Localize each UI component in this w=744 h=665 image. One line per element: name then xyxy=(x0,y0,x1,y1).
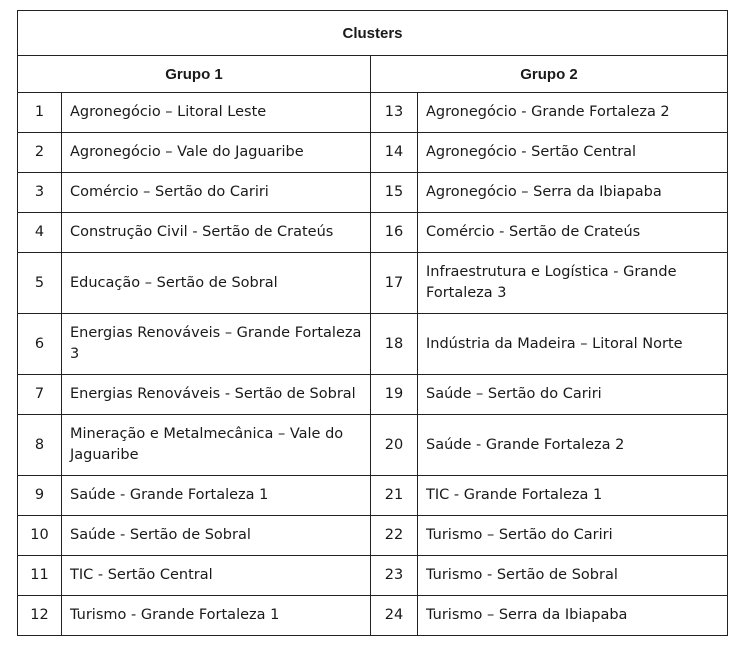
group2-row-number: 14 xyxy=(371,133,418,173)
table-row xyxy=(18,133,728,173)
group1-row-number: 7 xyxy=(18,375,62,415)
group1-row-label: Educação – Sertão de Sobral xyxy=(62,253,371,314)
group1-row-number: 5 xyxy=(18,253,62,314)
group2-row-label: Turismo - Sertão de Sobral xyxy=(418,556,728,596)
group-header-row xyxy=(18,56,728,93)
table-row xyxy=(18,314,728,375)
group2-row-label: Indústria da Madeira – Litoral Norte xyxy=(418,314,728,375)
group1-header: Grupo 1 xyxy=(18,56,371,93)
clusters-table xyxy=(17,10,728,636)
group1-row-label: Comércio – Sertão do Cariri xyxy=(62,173,371,213)
table-row xyxy=(18,93,728,133)
group2-header: Grupo 2 xyxy=(371,56,728,93)
group1-row-label: Turismo - Grande Fortaleza 1 xyxy=(62,596,371,636)
group1-row-label: TIC - Sertão Central xyxy=(62,556,371,596)
group2-row-label: Agronegócio - Sertão Central xyxy=(418,133,728,173)
group1-row-number: 4 xyxy=(18,213,62,253)
group1-row-label: Saúde - Sertão de Sobral xyxy=(62,516,371,556)
group1-row-label: Energias Renováveis - Sertão de Sobral xyxy=(62,375,371,415)
group2-row-label: TIC - Grande Fortaleza 1 xyxy=(418,476,728,516)
group2-row-label: Agronegócio – Serra da Ibiapaba xyxy=(418,173,728,213)
group2-row-label: Infraestrutura e Logística - Grande Fortaleza 3 xyxy=(418,253,728,314)
group1-row-number: 11 xyxy=(18,556,62,596)
group2-row-number: 21 xyxy=(371,476,418,516)
group1-row-label: Agronegócio – Litoral Leste xyxy=(62,93,371,133)
table-row xyxy=(18,476,728,516)
group1-row-number: 2 xyxy=(18,133,62,173)
group1-row-number: 9 xyxy=(18,476,62,516)
table-title: Clusters xyxy=(18,11,728,56)
group2-row-number: 20 xyxy=(371,415,418,476)
table-row xyxy=(18,415,728,476)
group2-row-number: 22 xyxy=(371,516,418,556)
group1-row-number: 3 xyxy=(18,173,62,213)
table-row xyxy=(18,253,728,314)
group2-row-label: Turismo – Sertão do Cariri xyxy=(418,516,728,556)
group1-row-number: 10 xyxy=(18,516,62,556)
title-row xyxy=(18,11,728,56)
group1-row-number: 6 xyxy=(18,314,62,375)
table-row xyxy=(18,516,728,556)
group2-row-label: Saúde – Sertão do Cariri xyxy=(418,375,728,415)
group1-row-label: Saúde - Grande Fortaleza 1 xyxy=(62,476,371,516)
table-row xyxy=(18,173,728,213)
group2-row-label: Turismo – Serra da Ibiapaba xyxy=(418,596,728,636)
group2-row-label: Agronegócio - Grande Fortaleza 2 xyxy=(418,93,728,133)
group2-row-number: 13 xyxy=(371,93,418,133)
group1-row-number: 12 xyxy=(18,596,62,636)
table-row xyxy=(18,556,728,596)
group1-row-label: Energias Renováveis – Grande Fortaleza 3 xyxy=(62,314,371,375)
group2-row-label: Saúde - Grande Fortaleza 2 xyxy=(418,415,728,476)
group2-row-number: 18 xyxy=(371,314,418,375)
table-row xyxy=(18,213,728,253)
group1-row-number: 8 xyxy=(18,415,62,476)
group2-row-number: 24 xyxy=(371,596,418,636)
group2-row-number: 19 xyxy=(371,375,418,415)
group1-row-label: Agronegócio – Vale do Jaguaribe xyxy=(62,133,371,173)
group2-row-number: 23 xyxy=(371,556,418,596)
table-row xyxy=(18,596,728,636)
group2-row-number: 17 xyxy=(371,253,418,314)
group2-row-number: 16 xyxy=(371,213,418,253)
group1-row-label: Construção Civil - Sertão de Crateús xyxy=(62,213,371,253)
group1-row-number: 1 xyxy=(18,93,62,133)
group2-row-number: 15 xyxy=(371,173,418,213)
table-row xyxy=(18,375,728,415)
group1-row-label: Mineração e Metalmecânica – Vale do Jaguaribe xyxy=(62,415,371,476)
group2-row-label: Comércio - Sertão de Crateús xyxy=(418,213,728,253)
